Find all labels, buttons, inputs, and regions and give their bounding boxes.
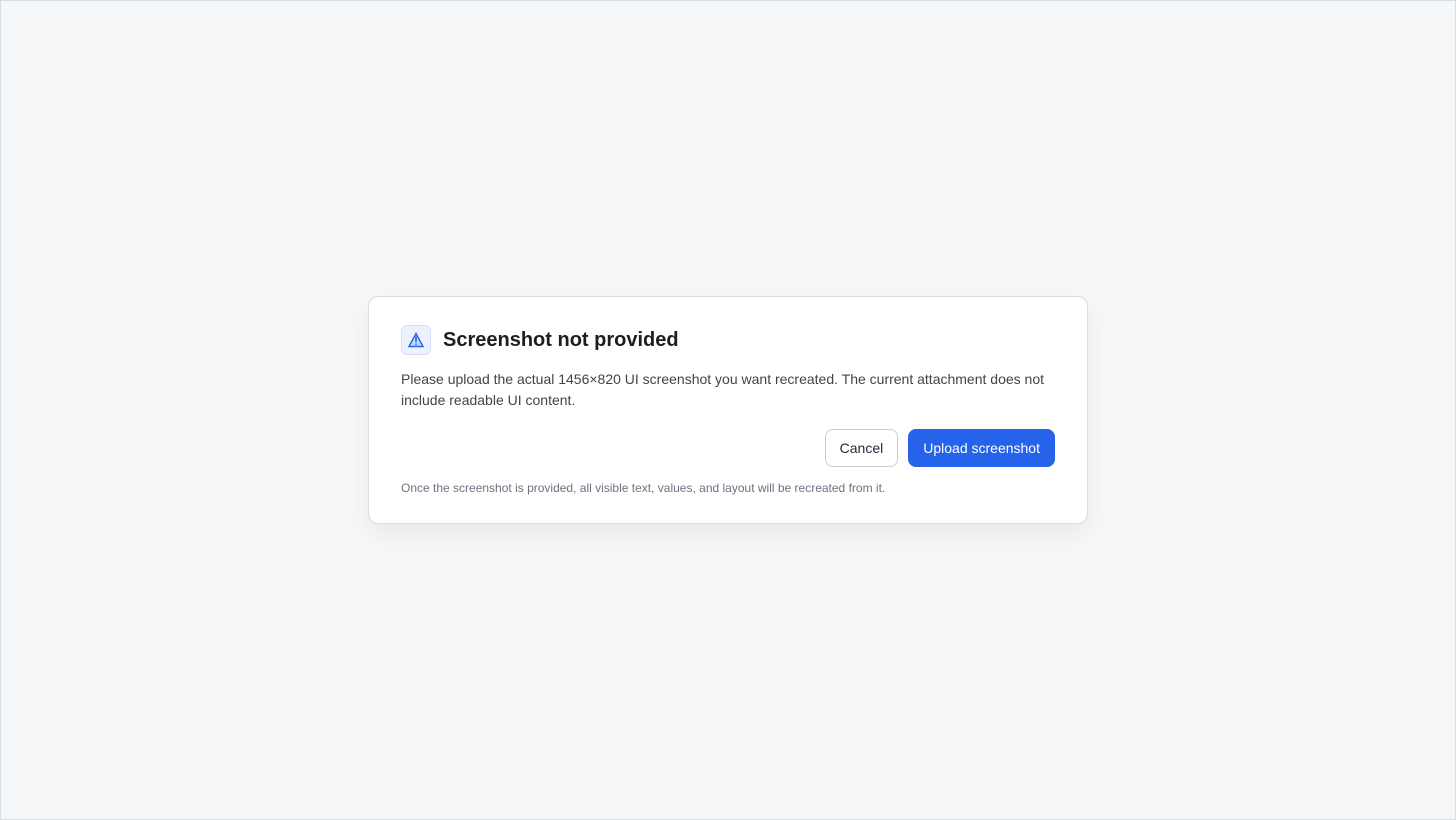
card-header: [401, 325, 1055, 355]
cancel-button[interactable]: Cancel: [825, 429, 899, 467]
message-card: [368, 296, 1088, 524]
upload-screenshot-button[interactable]: Upload screenshot: [908, 429, 1055, 467]
page-title: Screenshot not provided: [443, 328, 679, 351]
alert-icon-svg: [408, 332, 424, 348]
status-message: Please upload the actual 1456×820 UI screenshot you want recreated. The current attachment does not include readable UI content.: [401, 371, 1044, 408]
action-row: [401, 429, 1055, 467]
footer-note: Once the screenshot is provided, all visible text, values, and layout will be recreated from it.: [401, 481, 886, 495]
alert-icon: [401, 325, 431, 355]
